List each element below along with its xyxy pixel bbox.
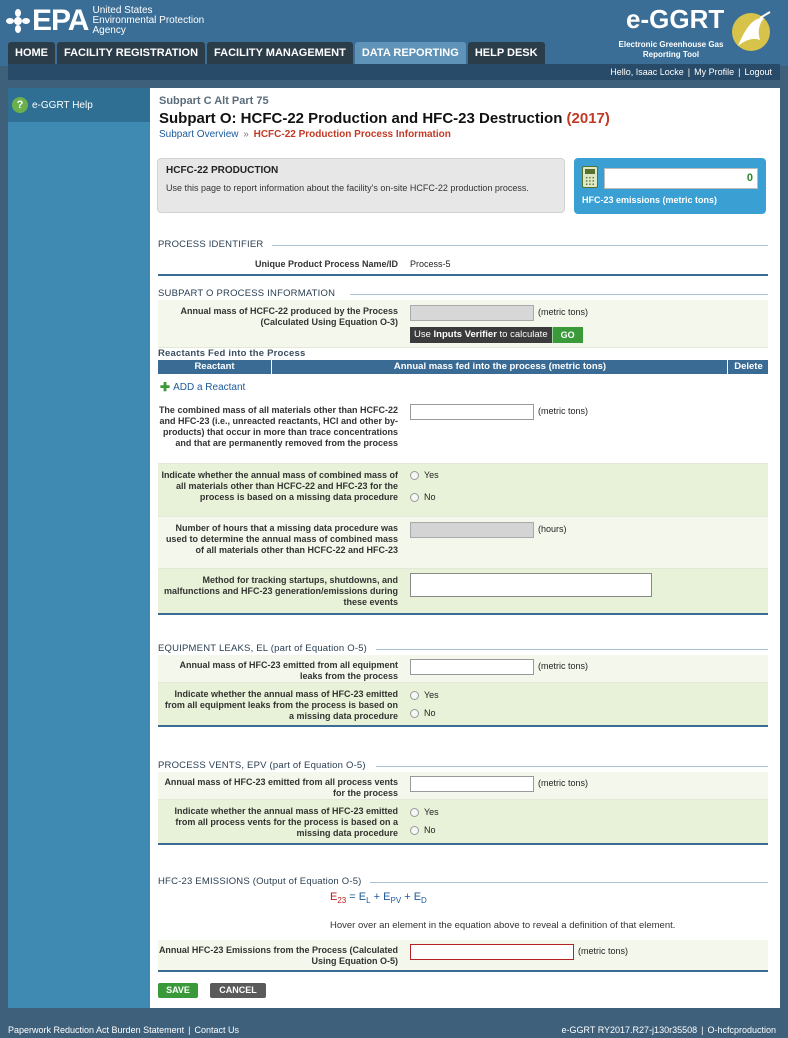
reactants-title: Reactants Fed into the Process	[158, 348, 306, 359]
radio-yes[interactable]: Yes	[410, 470, 439, 480]
epa-logo[interactable]	[6, 4, 204, 38]
egret-logo-icon	[730, 6, 772, 60]
main-content	[150, 88, 780, 1008]
add-plus-icon: ✚	[160, 380, 171, 394]
section-process-identifier: PROCESS IDENTIFIER	[158, 239, 264, 250]
radio-yes-button[interactable]	[410, 471, 419, 480]
equation-hint: Hover over an element in the equation above to reveal a definition of that element.	[330, 920, 676, 931]
col-delete: Delete	[734, 361, 763, 372]
eq-epv[interactable]: $E_{PV}$	[383, 891, 402, 906]
pv-mass-label: Annual mass of HFC-23 emitted from all process vents for the process	[164, 777, 398, 798]
pv-mass-row	[158, 772, 768, 800]
radio-no[interactable]: No	[410, 492, 436, 502]
my-profile-link[interactable]: My Profile	[694, 67, 735, 77]
logout-link[interactable]: Logout	[744, 67, 772, 77]
section-process-information: SUBPART O PROCESS INFORMATION	[158, 288, 336, 299]
radio-no-button[interactable]	[410, 493, 419, 502]
cancel-button[interactable]: CANCEL	[210, 983, 266, 998]
epa-flower-icon	[6, 9, 30, 33]
go-button[interactable]: GO	[552, 327, 583, 343]
annual-mass-hcfc22-field	[410, 305, 534, 321]
main-nav	[8, 42, 547, 64]
el-missing-label: Indicate whether the annual mass of HFC-23 emitted from all equipment leaks from the process is based on a missing data procedure	[164, 689, 398, 721]
radio-no-button[interactable]	[410, 709, 419, 718]
emissions-value: 0	[604, 168, 758, 189]
agency-name: United States Environmental Protection Agency	[92, 5, 205, 36]
el-radio-no[interactable]: No	[410, 708, 436, 718]
unit-label: (metric tons)	[578, 946, 629, 956]
el-radio-yes[interactable]: Yes	[410, 690, 439, 700]
method-label: Method for tracking startups, shutdowns, and malfunctions and HFC-23 generation/emissions during these events	[163, 575, 398, 607]
eq-el[interactable]: $E_L$	[358, 891, 371, 906]
breadcrumb-subpart-overview[interactable]: Subpart Overview	[159, 129, 239, 140]
unit-label: (metric tons)	[538, 661, 589, 671]
sidebar-help-label: e-GGRT Help	[32, 99, 93, 111]
combined-mass-field[interactable]	[410, 404, 534, 420]
combined-mass-label: The combined mass of all materials other than HCFC-22 and HFC-23 (i.e., unreacted reactants, HCl and other by-products) that occur in more than trace concentrations and that are permanently removed from the process	[158, 405, 398, 448]
emissions-summary-box	[574, 158, 766, 214]
user-bar: Hello, Isaac Locke | My Profile | Logout	[8, 64, 780, 80]
user-greeting: Hello, Isaac Locke	[610, 67, 684, 77]
pv-radio-no[interactable]: No	[410, 825, 436, 835]
reporting-year: (2017)	[566, 110, 610, 127]
verifier-text: Use Inputs Verifier to calculate	[410, 327, 552, 343]
radio-no-button[interactable]	[410, 826, 419, 835]
subpart-heading: Subpart C Alt Part 75	[159, 95, 269, 107]
unit-hours: (hours)	[538, 524, 567, 534]
save-button[interactable]: SAVE	[158, 983, 198, 998]
sidebar	[8, 88, 150, 1008]
annual-mass-label: Annual mass of HCFC-22 produced by the Process (Calculated Using Equation O-3)	[180, 306, 398, 327]
annual-hfc23-field	[410, 944, 574, 960]
process-id-value: Process-5	[410, 259, 451, 269]
emissions-label: HFC-23 emissions (metric tons)	[582, 195, 718, 205]
tab-facility-management[interactable]: FACILITY MANAGEMENT	[207, 42, 353, 64]
method-textarea[interactable]	[410, 573, 652, 597]
app-title: e-GGRT	[626, 4, 725, 34]
missing-data-label: Indicate whether the annual mass of combined mass of all materials other than HCFC-22 and HFC-23 for the process is based on a missing data procedure	[161, 470, 398, 502]
col-annual-mass: Annual mass fed into the process (metric tons)	[273, 360, 728, 374]
unit-label: (metric tons)	[538, 778, 589, 788]
tab-help-desk[interactable]: HELP DESK	[468, 42, 545, 64]
footer: Paperwork Reduction Act Burden Statement | Contact Us e-GGRT RY2017.R27-j130r35508 | O-hcfcproduction	[0, 1020, 788, 1038]
radio-yes-button[interactable]	[410, 808, 419, 817]
page-id-text: O-hcfcproduction	[707, 1025, 776, 1035]
radio-yes-button[interactable]	[410, 691, 419, 700]
page-title: Subpart O: HCFC-22 Production and HFC-23 Destruction (2017)	[159, 110, 610, 127]
equation-o5[interactable]: $E_{23} = E_L + E_{PV} + E_D$	[330, 891, 427, 906]
help-question-icon: ?	[12, 97, 28, 113]
epa-mark: EPA	[6, 4, 88, 38]
info-heading: HCFC-22 PRODUCTION	[166, 165, 279, 176]
el-missing-row	[158, 683, 768, 727]
eq-ed[interactable]: $E_D$	[413, 891, 427, 906]
eggrt-logo[interactable]	[596, 4, 776, 62]
missing-hours-label: Number of hours that a missing data procedure was used to determine the annual mass of combined mass of all materials other than HCFC-22 and HFC-23	[165, 523, 398, 555]
sidebar-item-help[interactable]	[8, 88, 150, 122]
pv-missing-row	[158, 800, 768, 845]
section-divider	[272, 245, 768, 246]
section-equipment-leaks: EQUIPMENT LEAKS, EL (part of Equation O-5)	[158, 643, 368, 654]
col-reactant: Reactant	[158, 360, 272, 374]
pv-missing-label: Indicate whether the annual mass of HFC-23 emitted from all process vents for the process is based on a missing data procedure	[174, 806, 398, 838]
method-row	[158, 569, 768, 615]
add-reactant-link[interactable]: ✚ ADD a Reactant	[160, 380, 246, 394]
annual-hfc23-row	[158, 940, 768, 972]
tab-home[interactable]: HOME	[8, 42, 55, 64]
info-text: Use this page to report information about the facility's on-site HCFC-22 production process.	[166, 183, 529, 193]
section-divider	[370, 882, 768, 883]
tab-facility-registration[interactable]: FACILITY REGISTRATION	[57, 42, 205, 64]
section-divider	[376, 649, 768, 650]
breadcrumb	[159, 129, 451, 140]
combined-mass-row	[158, 398, 768, 464]
section-divider	[376, 766, 768, 767]
pv-radio-yes[interactable]: Yes	[410, 807, 439, 817]
el-mass-row	[158, 655, 768, 683]
section-hfc23-emissions: HFC-23 EMISSIONS (Output of Equation O-5)	[158, 876, 362, 887]
pv-mass-field[interactable]	[410, 776, 534, 792]
missing-data-row	[158, 464, 768, 517]
process-id-row	[158, 254, 768, 276]
breadcrumb-current: HCFC-22 Production Process Information	[253, 129, 451, 140]
annual-hfc23-label: Annual HFC-23 Emissions from the Process (Calculated Using Equation O-5)	[158, 945, 398, 966]
calculator-icon	[582, 166, 598, 188]
app-subtitle: Electronic Greenhouse Gas Reporting Tool	[618, 40, 724, 59]
unit-label: (metric tons)	[538, 406, 589, 416]
section-divider	[350, 294, 768, 295]
info-box	[157, 158, 565, 213]
el-mass-label: Annual mass of HFC-23 emitted from all equipment leaks from the process	[179, 660, 398, 681]
section-process-vents: PROCESS VENTS, EPV (part of Equation O-5)	[158, 760, 366, 771]
inputs-verifier-bar	[410, 327, 583, 343]
paperwork-link[interactable]: Paperwork Reduction Act Burden Statement	[8, 1025, 185, 1035]
contact-link[interactable]: Contact Us	[194, 1025, 239, 1035]
tab-data-reporting[interactable]: DATA REPORTING	[355, 42, 466, 64]
process-id-label: Unique Product Process Name/ID	[254, 259, 398, 269]
reactants-table-header	[158, 360, 768, 374]
el-mass-field[interactable]	[410, 659, 534, 675]
missing-hours-field	[410, 522, 534, 538]
unit-label: (metric tons)	[538, 307, 589, 317]
breadcrumb-separator: »	[243, 129, 249, 140]
missing-hours-row	[158, 517, 768, 569]
version-text: e-GGRT RY2017.R27-j130r35508	[561, 1025, 698, 1035]
